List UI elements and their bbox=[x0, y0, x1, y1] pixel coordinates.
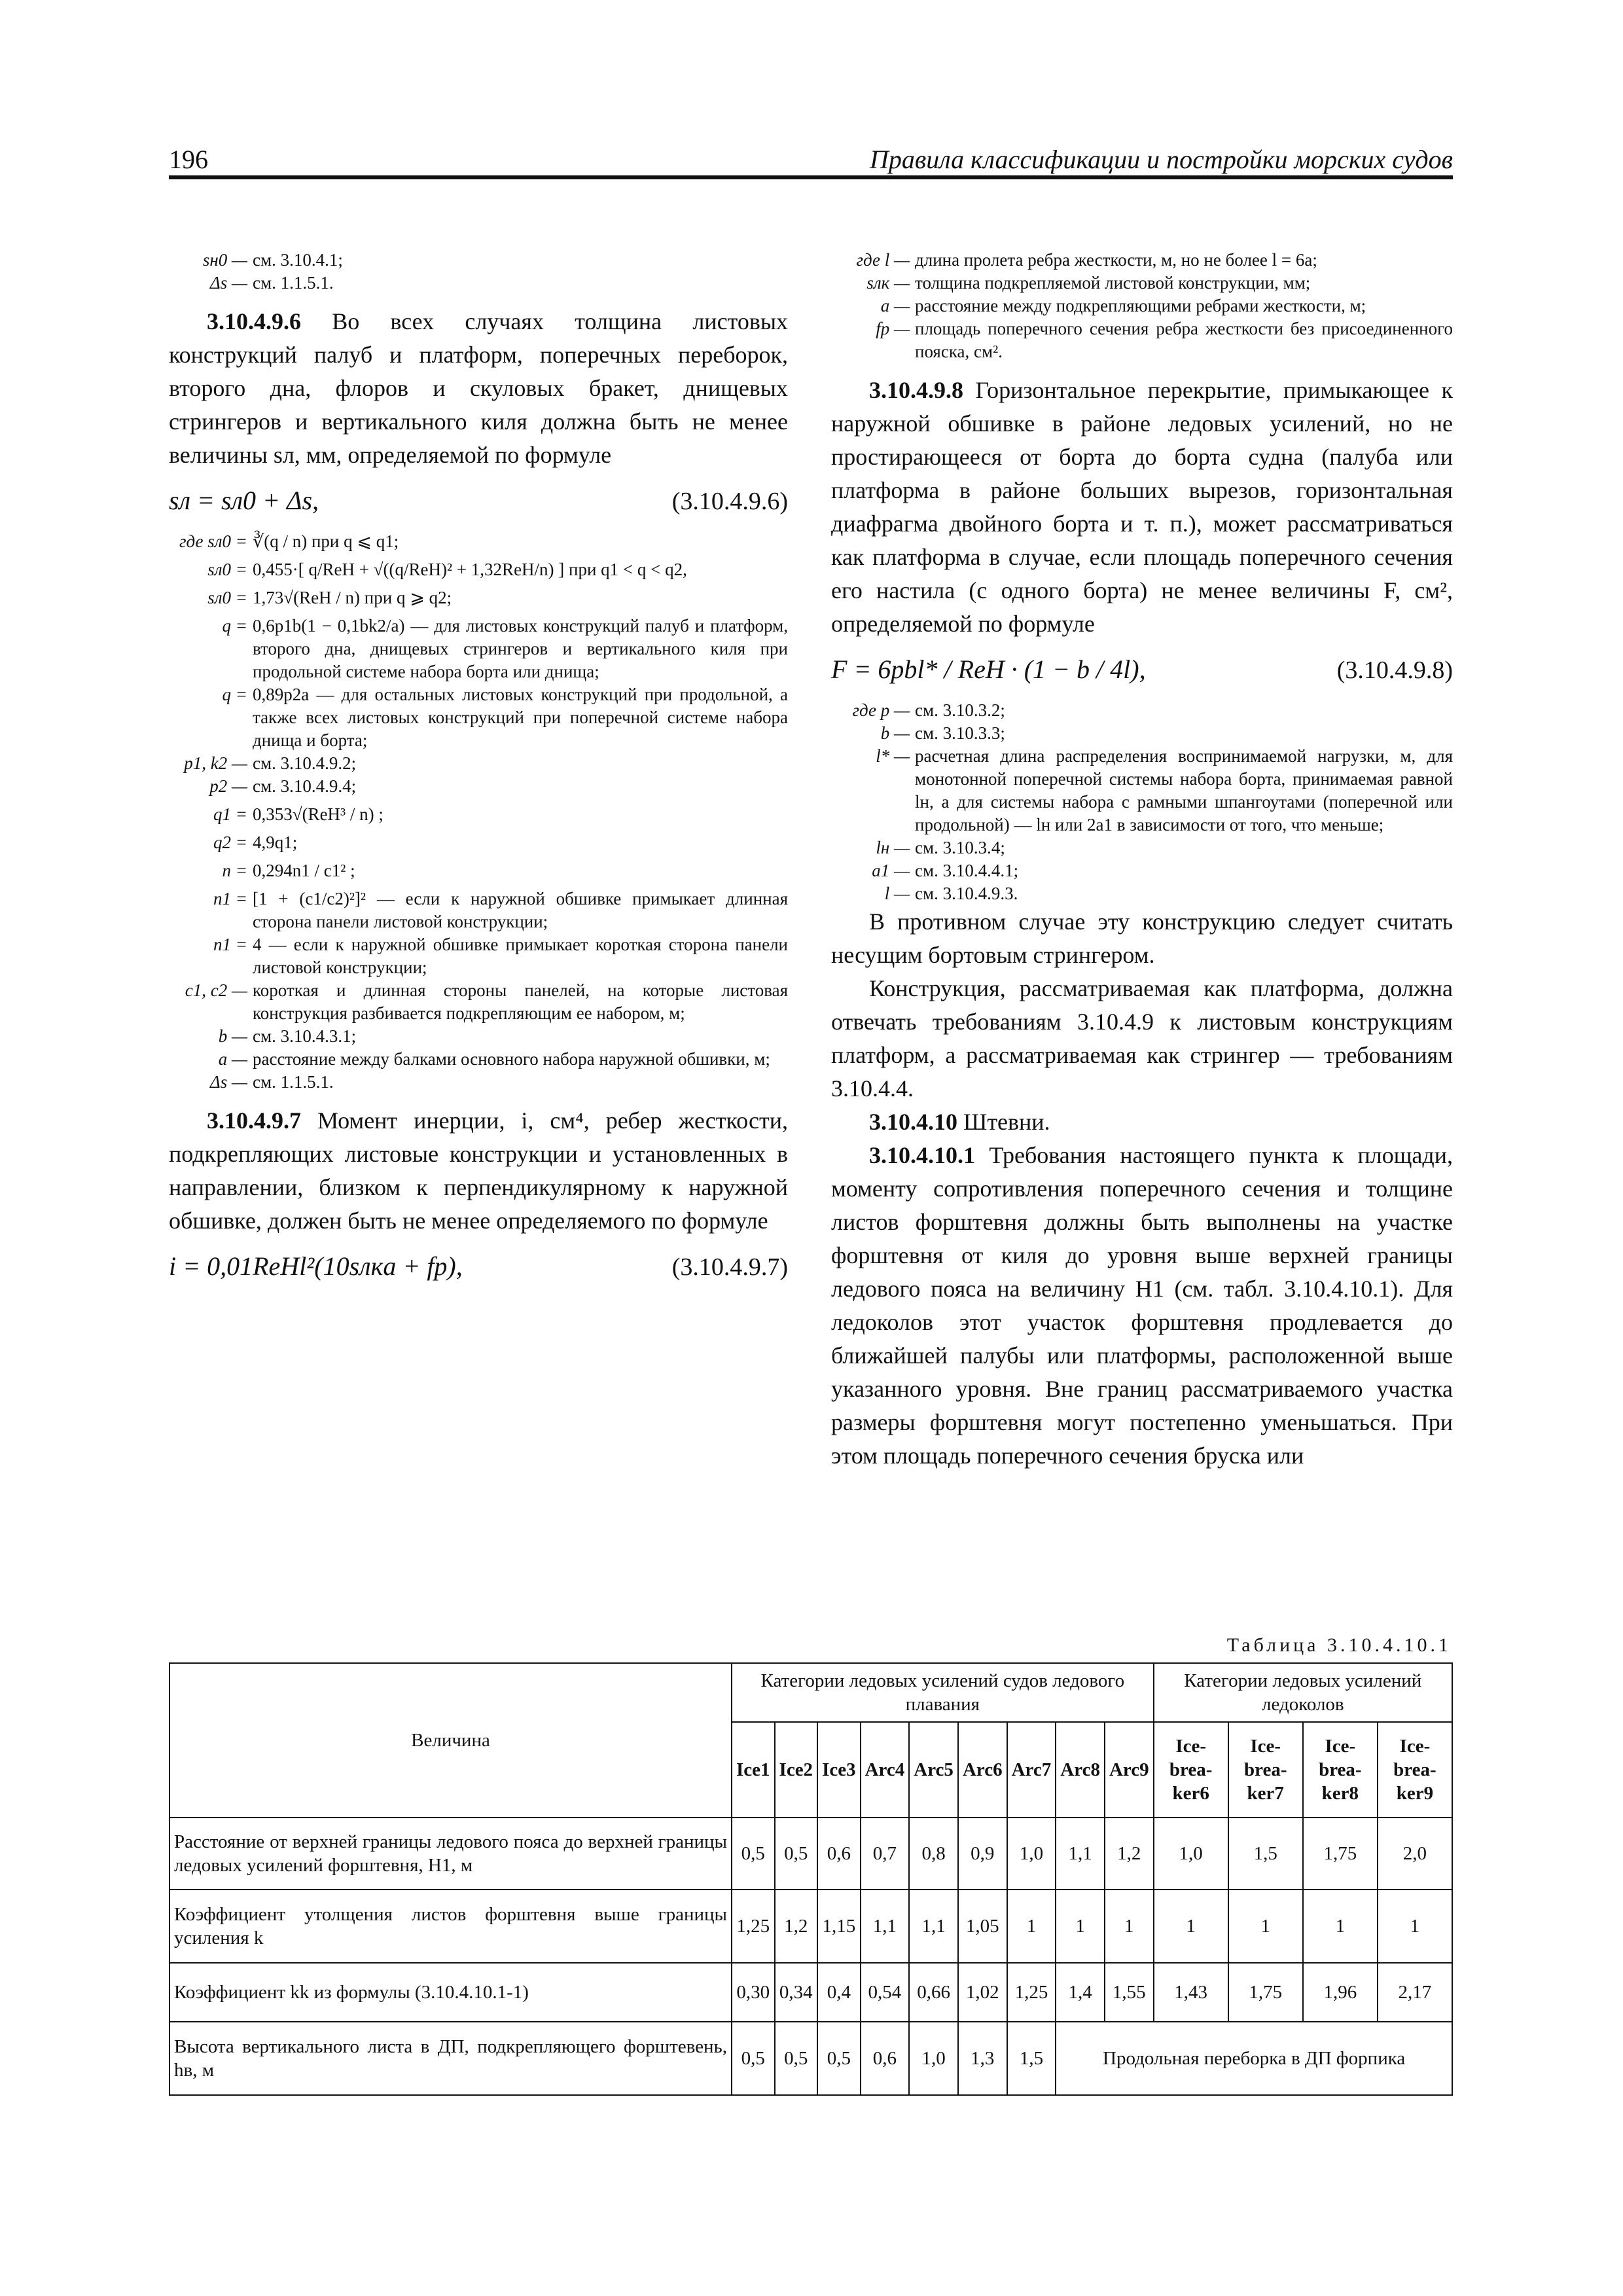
paragraph-3-10-4-9-8 bbox=[831, 374, 1453, 641]
column-header: Ice-brea-ker8 bbox=[1303, 1722, 1378, 1818]
paragraph-text: Штевни. bbox=[957, 1109, 1050, 1135]
table-cell: 0,4 bbox=[817, 1963, 861, 2022]
table-header-row bbox=[169, 1663, 1452, 1722]
definition-symbol: a — bbox=[880, 296, 910, 315]
definition-line bbox=[169, 558, 788, 581]
column-header: Arc8 bbox=[1056, 1722, 1105, 1818]
definition-text: 0,294n1 / c1² ; bbox=[253, 861, 355, 880]
definition-line bbox=[169, 859, 788, 882]
table-cell: 1 bbox=[1154, 1890, 1228, 1963]
definition-line bbox=[169, 752, 788, 775]
definition-symbol: Δs — bbox=[209, 1072, 247, 1092]
stem-requirements-table bbox=[169, 1662, 1453, 2096]
definition-text: см. 3.10.4.1; bbox=[253, 250, 343, 270]
table-cell: 0,5 bbox=[732, 1818, 775, 1890]
column-header: Ice3 bbox=[817, 1722, 861, 1818]
definition-text: 4 — если к наружной обшивке примыкает короткая сторона панели листовой конструкции; bbox=[253, 935, 788, 977]
definition-line bbox=[169, 1071, 788, 1094]
table-cell: 0,5 bbox=[775, 1818, 818, 1890]
definition-symbol: a — bbox=[218, 1049, 247, 1069]
left-column bbox=[169, 249, 788, 1296]
table-cell: 2,17 bbox=[1378, 1963, 1452, 2022]
table-cell: 0,5 bbox=[775, 2022, 818, 2095]
definition-symbol: n1 = bbox=[213, 889, 247, 908]
definition-line bbox=[169, 683, 788, 752]
definition-line bbox=[169, 615, 788, 683]
column-header: Arc9 bbox=[1105, 1722, 1154, 1818]
table-cell: 1,5 bbox=[1228, 1818, 1303, 1890]
table-cell: 0,34 bbox=[775, 1963, 818, 2022]
definition-text: см. 1.1.5.1. bbox=[253, 1072, 334, 1092]
definition-symbol: где p — bbox=[852, 700, 910, 720]
definition-text: см. 3.10.4.9.4; bbox=[253, 776, 357, 796]
definition-line bbox=[169, 249, 788, 272]
table-cell: 1,75 bbox=[1303, 1818, 1378, 1890]
paragraph-text: В противном случае эту конструкцию следует считать несущим бортовым стрингером. bbox=[831, 908, 1453, 968]
column-header: Arc7 bbox=[1007, 1722, 1056, 1818]
definition-symbol: lн — bbox=[876, 838, 910, 857]
table-caption: Таблица 3.10.4.10.1 bbox=[1226, 1634, 1452, 1656]
table-cell: 1,55 bbox=[1105, 1963, 1154, 2022]
table-cell: 1,1 bbox=[1056, 1818, 1105, 1890]
column-group-icebreakers: Категории ледовых усилений ледоколов bbox=[1154, 1663, 1452, 1722]
definition-text: см. 1.1.5.1. bbox=[253, 273, 334, 293]
definition-text: см. 3.10.3.3; bbox=[915, 723, 1005, 743]
definition-symbol: b — bbox=[880, 723, 910, 743]
paragraph-text: Горизонтальное перекрытие, примыкающее к наружной обшивке в районе ледовых усилений, но не простирающееся от борта до борта судна (палуба или платформа в районе больших вырезов, горизонтальная диафрагма двойного борта и т. п.), может рассматриваться как платформа в случае, если площадь поперечного сечения его настила (с одного борта) не менее величины F, см², определяемой по формуле bbox=[831, 377, 1453, 637]
definition-text: см. 3.10.4.3.1; bbox=[253, 1026, 357, 1046]
row-label: Высота вертикального листа в ДП, подкрепляющего форштевень, hв, м bbox=[169, 2022, 732, 2095]
table-cell: 1,3 bbox=[958, 2022, 1007, 2095]
definition-symbol: l* — bbox=[876, 746, 910, 766]
definitions-top bbox=[169, 249, 788, 295]
formula-number: (3.10.4.9.6) bbox=[671, 488, 788, 515]
formula-definitions-3-10-4-9-7 bbox=[831, 249, 1453, 363]
table-cell: 0,7 bbox=[861, 1818, 910, 1890]
paragraph-3-10-4-9-7 bbox=[169, 1104, 788, 1238]
definition-symbol: a1 — bbox=[872, 861, 910, 880]
definition-line bbox=[831, 836, 1453, 859]
table-cell: 0,54 bbox=[861, 1963, 910, 2022]
table-row bbox=[169, 2022, 1452, 2095]
definition-symbol: q2 = bbox=[213, 833, 247, 852]
definition-symbol: sлк — bbox=[866, 273, 910, 293]
table-cell: 1 bbox=[1228, 1890, 1303, 1963]
formula-number: (3.10.4.9.7) bbox=[671, 1253, 788, 1281]
table-cell: 1,2 bbox=[775, 1890, 818, 1963]
definition-symbol: n1 = bbox=[213, 935, 247, 954]
definition-text: расчетная длина распределения воспринимаемой нагрузки, м, для монотонной поперечной системы набора борта, принимаемая равной lн, а для системы набора с рамными шпангоутами (поперечной или продольной) — lн или 2a1 в зависимости от того, что меньше; bbox=[915, 746, 1453, 834]
definition-symbol: p1, k2 — bbox=[184, 753, 247, 773]
definition-symbol: sн0 — bbox=[202, 250, 247, 270]
paragraph-text: Во всех случаях толщина листовых конструкций палуб и платформ, поперечных переборок, второго дна, флоров и скуловых бракет, днищевых стрингеров и вертикального киля должна быть не менее величины sл, мм, определяемой по формуле bbox=[169, 308, 788, 468]
table-cell: 1,02 bbox=[958, 1963, 1007, 2022]
definition-symbol: sл0 = bbox=[207, 588, 247, 607]
column-header: Arc5 bbox=[909, 1722, 958, 1818]
definition-line bbox=[831, 745, 1453, 836]
definition-line bbox=[831, 722, 1453, 745]
table-cell: 1,5 bbox=[1007, 2022, 1056, 2095]
formula-definitions-3-10-4-9-8 bbox=[831, 699, 1453, 905]
clause-number: 3.10.4.9.7 bbox=[207, 1107, 301, 1134]
table-cell: 1,25 bbox=[732, 1890, 775, 1963]
clause-number: 3.10.4.9.6 bbox=[207, 308, 301, 334]
definition-text: см. 3.10.4.9.2; bbox=[253, 753, 357, 773]
definition-line bbox=[831, 882, 1453, 905]
definition-text: 0,6p1b(1 − 0,1bk2/a) — для листовых конструкций палуб и платформ, второго дна, днищевых стрингеров и вертикального киля при продольной системе набора борта или днища; bbox=[253, 616, 788, 681]
definition-text: [1 + (c1/c2)²]² — если к наружной обшивке примыкает длинная сторона панели листовой конструкции; bbox=[253, 889, 788, 931]
definition-line bbox=[169, 1048, 788, 1071]
table-cell: 0,8 bbox=[909, 1818, 958, 1890]
definition-line bbox=[169, 586, 788, 609]
clause-number: 3.10.4.10 bbox=[869, 1109, 957, 1135]
column-header: Ice-brea-ker6 bbox=[1154, 1722, 1228, 1818]
definition-symbol: n = bbox=[222, 861, 247, 880]
definition-text: см. 3.10.4.9.3. bbox=[915, 884, 1018, 903]
column-header-quantity: Величина bbox=[169, 1663, 732, 1818]
definition-text: ∛(q / n) при q ⩽ q1; bbox=[253, 531, 399, 551]
table-cell: 0,66 bbox=[909, 1963, 958, 2022]
definition-symbol: fр — bbox=[876, 319, 910, 338]
table-row bbox=[169, 1818, 1452, 1890]
definition-text: длина пролета ребра жесткости, м, но не более l = 6a; bbox=[915, 250, 1317, 270]
definition-line bbox=[169, 831, 788, 854]
definition-symbol: q1 = bbox=[213, 804, 247, 824]
definition-line bbox=[831, 699, 1453, 722]
definition-symbol: Δs — bbox=[209, 273, 247, 293]
table-cell: 1 bbox=[1303, 1890, 1378, 1963]
table-cell: 0,6 bbox=[861, 2022, 910, 2095]
definition-text: площадь поперечного сечения ребра жесткости без присоединенного пояска, см². bbox=[915, 319, 1453, 361]
table-cell: 1 bbox=[1007, 1890, 1056, 1963]
formula-3-10-4-9-8 bbox=[831, 653, 1453, 687]
table-cell: 1,96 bbox=[1303, 1963, 1378, 2022]
definition-symbol: sл0 = bbox=[207, 560, 247, 579]
paragraph-text: Конструкция, рассматриваемая как платформа, должна отвечать требованиям 3.10.4.9 к листовым конструкциям платформ, а рассматриваемая как стрингер — требованиям 3.10.4.4. bbox=[831, 975, 1453, 1102]
column-header: Arc4 bbox=[861, 1722, 910, 1818]
paragraph-3-10-4-10-1 bbox=[831, 1139, 1453, 1473]
definition-line bbox=[169, 888, 788, 933]
table-row bbox=[169, 1890, 1452, 1963]
definition-symbol: b — bbox=[218, 1026, 247, 1046]
definition-line bbox=[169, 775, 788, 798]
definition-symbol: q = bbox=[222, 685, 247, 704]
table-cell: 1,1 bbox=[909, 1890, 958, 1963]
table-cell: 1,2 bbox=[1105, 1818, 1154, 1890]
definition-line bbox=[169, 803, 788, 826]
row-label: Коэффициент утолщения листов форштевня выше границы усиления k bbox=[169, 1890, 732, 1963]
definition-text: 1,73√(ReH / n) при q ⩾ q2; bbox=[253, 588, 452, 607]
formula-expression: F = 6pbl* / ReH · (1 − b / 4l), bbox=[831, 655, 1146, 684]
clause-number: 3.10.4.10.1 bbox=[869, 1142, 975, 1168]
table-row bbox=[169, 1963, 1452, 2022]
definition-symbol: q = bbox=[222, 616, 247, 636]
running-title: Правила классификации и постройки морских судов bbox=[869, 145, 1453, 174]
row-label: Коэффициент kk из формулы (3.10.4.10.1-1) bbox=[169, 1963, 732, 2022]
table-cell: 1,15 bbox=[817, 1890, 861, 1963]
definition-text: см. 3.10.3.4; bbox=[915, 838, 1005, 857]
definition-text: см. 3.10.3.2; bbox=[915, 700, 1005, 720]
table-cell: 1,0 bbox=[1154, 1818, 1228, 1890]
definition-line bbox=[169, 979, 788, 1025]
definition-symbol: где sл0 = bbox=[179, 531, 247, 551]
column-header: Ice-brea-ker9 bbox=[1378, 1722, 1452, 1818]
formula-3-10-4-9-7 bbox=[169, 1249, 788, 1284]
table-cell: 2,0 bbox=[1378, 1818, 1452, 1890]
column-header: Ice2 bbox=[775, 1722, 818, 1818]
table-cell: 1,4 bbox=[1056, 1963, 1105, 2022]
table-cell: 1 bbox=[1056, 1890, 1105, 1963]
page-header bbox=[169, 143, 1453, 179]
row-label: Расстояние от верхней границы ледового пояса до верхней границы ледовых усилений форштевня, H1, м bbox=[169, 1818, 732, 1890]
paragraph-3-10-4-9-6 bbox=[169, 305, 788, 472]
formula-3-10-4-9-6 bbox=[169, 484, 788, 518]
definition-text: 4,9q1; bbox=[253, 833, 298, 852]
definition-line bbox=[169, 272, 788, 295]
definition-text: короткая и длинная стороны панелей, на которые листовая конструкция разбивается подкрепляющим ее набором, м; bbox=[253, 980, 788, 1023]
column-header: Ice1 bbox=[732, 1722, 775, 1818]
table-cell: 1 bbox=[1378, 1890, 1452, 1963]
definition-line bbox=[169, 530, 788, 553]
right-column bbox=[831, 249, 1453, 1473]
definition-text: толщина подкрепляемой листовой конструкции, мм; bbox=[915, 273, 1311, 293]
definition-text: расстояние между балками основного набора наружной обшивки, м; bbox=[253, 1049, 770, 1069]
table-cell: 1,43 bbox=[1154, 1963, 1228, 2022]
paragraph-3-10-4-10 bbox=[831, 1105, 1453, 1139]
definition-text: расстояние между подкрепляющими ребрами жесткости, м; bbox=[915, 296, 1366, 315]
table-cell: 1,1 bbox=[861, 1890, 910, 1963]
formula-expression: sл = sл0 + Δs, bbox=[169, 486, 319, 515]
paragraph-text: Момент инерции, i, см⁴, ребер жесткости, подкрепляющих листовые конструкции и установленных в направлении, близком к перпендикулярному к наружной обшивке, должен быть не менее определяемого по формуле bbox=[169, 1107, 788, 1234]
table-cell: 1,0 bbox=[909, 2022, 958, 2095]
definition-line bbox=[831, 295, 1453, 317]
definition-symbol: l — bbox=[884, 884, 910, 903]
column-group-ice-class-ships: Категории ледовых усилений судов ледового плавания bbox=[732, 1663, 1154, 1722]
definition-line bbox=[169, 1025, 788, 1048]
definition-text: 0,353√(ReH³ / n) ; bbox=[253, 804, 383, 824]
definition-symbol: p2 — bbox=[209, 776, 247, 796]
definition-text: 0,89p2a — для остальных листовых конструкций при продольной, а также всех листовых конструкций при поперечной системе набора днища и борта; bbox=[253, 685, 788, 750]
table-cell: 0,5 bbox=[817, 2022, 861, 2095]
table-cell: 0,9 bbox=[958, 1818, 1007, 1890]
formula-definitions bbox=[169, 530, 788, 1094]
definition-symbol: где l — bbox=[856, 250, 910, 270]
formula-number: (3.10.4.9.8) bbox=[1336, 656, 1453, 684]
definition-symbol: c1, c2 — bbox=[185, 980, 247, 1000]
table-cell-merged: Продольная переборка в ДП форпика bbox=[1056, 2022, 1452, 2095]
formula-expression: i = 0,01ReHl²(10sлкa + fр), bbox=[169, 1251, 463, 1281]
definition-line bbox=[831, 317, 1453, 363]
column-header: Arc6 bbox=[958, 1722, 1007, 1818]
table-cell: 0,5 bbox=[732, 2022, 775, 2095]
table-cell: 0,6 bbox=[817, 1818, 861, 1890]
definition-line bbox=[831, 249, 1453, 272]
definition-line bbox=[831, 859, 1453, 882]
definition-line bbox=[169, 933, 788, 979]
definition-text: 0,455·[ q/ReH + √((q/ReH)² + 1,32ReH/n) ] при q1 < q < q2, bbox=[253, 560, 687, 579]
definition-text: см. 3.10.4.4.1; bbox=[915, 861, 1019, 880]
definition-line bbox=[831, 272, 1453, 295]
page-number: 196 bbox=[169, 145, 208, 174]
table-cell: 1,25 bbox=[1007, 1963, 1056, 2022]
table-cell: 0,30 bbox=[732, 1963, 775, 2022]
clause-number: 3.10.4.9.8 bbox=[869, 377, 963, 403]
table-cell: 1,05 bbox=[958, 1890, 1007, 1963]
paragraph-text: Требования настоящего пункта к площади, моменту сопротивления поперечного сечения и толщине листов форштевня должны быть выполнены на участке форштевня от киля до уровня выше верхней границы ледового пояса на величину H1 (см. табл. 3.10.4.10.1). Для ледоколов этот участок форштевня продлевается до ближайшей палубы или платформы, расположенной выше указанного уровня. Вне границ рассматриваемого участка размеры форштевня могут постепенно уменьшаться. При этом площадь поперечного сечения бруска или bbox=[831, 1142, 1453, 1469]
header-rule bbox=[169, 175, 1453, 179]
table-cell: 1 bbox=[1105, 1890, 1154, 1963]
table-cell: 1,0 bbox=[1007, 1818, 1056, 1890]
column-header: Ice-brea-ker7 bbox=[1228, 1722, 1303, 1818]
table-cell: 1,75 bbox=[1228, 1963, 1303, 2022]
